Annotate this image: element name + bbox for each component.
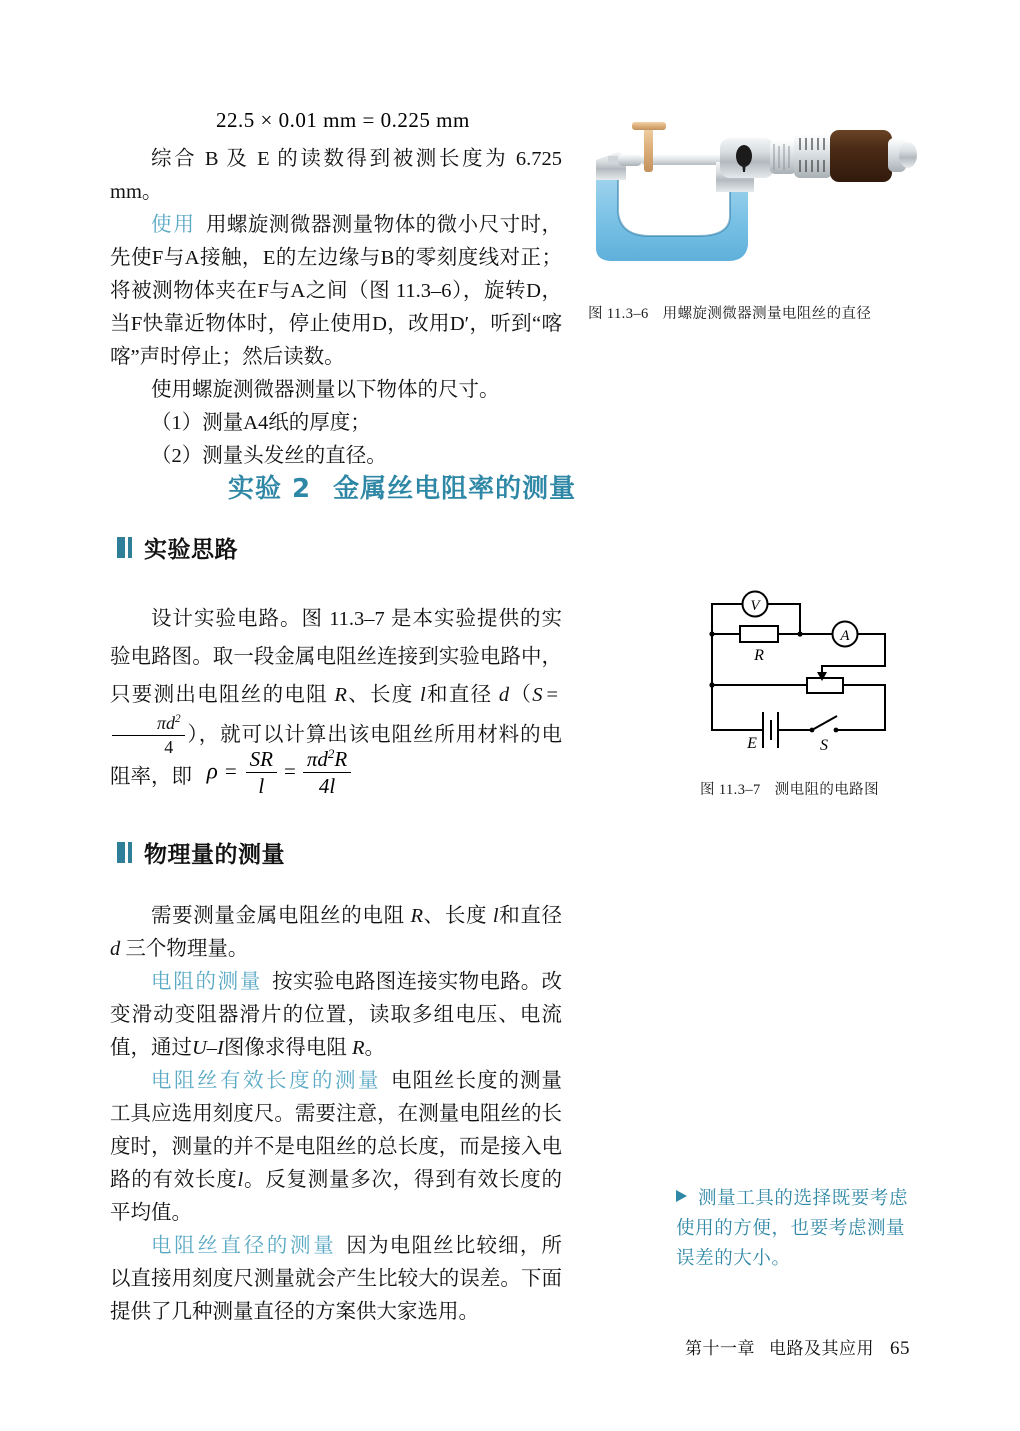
switch-symbol [810,716,839,732]
battery-symbol [763,712,778,748]
top-equation: 22.5 × 0.01 mm = 0.225 mm [216,108,470,132]
experiment-name: 金属丝电阻率的测量 [333,474,577,504]
circuit-node-mid [797,631,802,636]
margin-note-text: 测量工具的选择既要考虑使用的方便，也要考虑测量误差的大小。 [676,1189,909,1269]
circuit-caption-text: 测电阻的电路图 [774,782,879,798]
length-measure-symbol-l: l [237,1169,244,1191]
circuit-diagram [700,582,910,757]
heading-accent-bar-2 [117,842,132,863]
measurement-paragraphs [110,900,562,1329]
rheostat-symbol [807,678,843,693]
idea-equals: = [546,684,558,706]
paragraph-task-2: （2）测量头发丝的直径。 [151,445,387,467]
formula-frac2-denominator: 4l [318,774,336,799]
resistivity-formula [0,748,560,799]
ui-graph-symbol: U–I [192,1037,224,1059]
resistance-measure-label: 电阻的测量 [151,971,263,993]
anvil-tip [618,154,642,166]
experiment-title [228,468,576,505]
ratchet-knob [899,142,917,168]
idea-part-3: 和直径 [425,684,499,706]
paragraph-resistance-measure [110,966,562,1065]
section-heading-label: 实验思路 [144,537,238,563]
circuit-wires [712,604,885,730]
margin-note [676,1184,920,1274]
circuit-node-left-top [709,631,714,636]
lock-handle-top [632,122,666,130]
anvil-face [608,156,618,164]
formula-equals-1: = [224,759,237,784]
idea-part-1: 设计实验电路。图 11.3–7 是本实验提供的实验电路图。取一段金属电阻丝连接到实验电路中，只要测出电阻丝的电阻 [110,608,562,706]
heading-accent-bar [117,537,132,558]
idea-paren-open: （ [509,684,533,706]
micrometer-illustration [578,100,918,290]
voltmeter-label: V [750,598,760,614]
symbol-R: R [334,684,347,706]
diameter-measure-label: 电阻丝直径的测量 [151,1235,337,1257]
micrometer-figure [578,100,918,290]
page-footer [685,1334,910,1360]
symbol-S: S [532,684,543,706]
paragraph-quantities [110,900,562,966]
symbol-l: l [420,684,426,706]
frame-inner-edge [618,180,730,236]
paragraph-summary: 综合 B 及 E 的读数得到被测长度为 6.725 mm。 [110,148,562,203]
micrometer-figure-caption [588,302,871,323]
triangle-bullet-icon [676,1190,687,1202]
circuit-figure-caption [700,778,879,799]
paragraph-task-1: （1）测量A4纸的厚度； [151,412,371,434]
resistance-measure-body-3: 。 [364,1037,386,1059]
formula-frac2-num-exponent: 2 [327,746,335,761]
battery-label: E [747,735,757,752]
inline-frac-num-text: πd [157,713,176,733]
usage-label: 使用 [151,214,196,236]
quantities-symbol-R: R [410,905,424,927]
circuit-node-left-bottom [709,682,714,687]
experiment-label: 实验 2 [228,474,312,504]
diameter-measure-body: 因为电阻丝比较细，所以直接用刻度尺测量就会产生比较大的误差。下面提供了几种测量直径的方案供大家选用。 [110,1235,563,1323]
length-measure-body-1: 电阻丝长度的测量工具应选用刻度尺。需要注意，在测量电阻丝的长度时，测量的并不是电阻丝的总长度，而是接入电路的有效长度 [110,1070,562,1191]
paragraph-task-intro: 使用螺旋测微器测量以下物体的尺寸。 [151,379,500,401]
section-heading-experiment-idea [117,531,238,564]
resistance-measure-body-1: 按实验电路图连接实物电路。改变滑动变阻器滑片的位置，读取多组电压、电流值，通过 [110,971,563,1059]
resistor-label: R [754,647,764,664]
idea-part-2: 、长度 [346,684,421,706]
inline-fraction-numerator [112,713,185,736]
spindle-rod [642,154,728,165]
quantities-symbol-l: l [492,905,499,927]
paragraph-diameter-measure [110,1230,562,1329]
page-number: 65 [890,1338,910,1359]
formula-fraction-1 [246,747,277,798]
formula-frac1-denominator: l [258,774,265,799]
length-measure-label: 电阻丝有效长度的测量 [151,1070,381,1092]
symbol-d: d [498,684,510,706]
circuit-figure [700,582,910,757]
resistor-symbol [740,626,778,642]
quantities-part-4: 三个物理量。 [120,938,249,960]
quantities-part-3: 和直径 [498,905,563,927]
inline-fraction-denominator: 4 [164,736,174,757]
formula-equals-2: = [284,759,296,784]
footer-title: 电路及其应用 [769,1339,874,1359]
thimble-grip [830,130,892,182]
quantities-symbol-d: d [110,938,121,960]
micrometer-caption-text: 用螺旋测微器测量电阻丝的直径 [662,306,872,322]
idea-part-5: ），就可以计算出该电阻丝所用材料的电阻率，即 [110,723,562,789]
resistance-measure-body-2: 图像求得电阻 [223,1037,353,1059]
quantities-part-2: 、长度 [423,905,493,927]
length-measure-body-2: 。反复测量多次，得到有效长度的平均值。 [110,1169,563,1224]
usage-body: 用螺旋测微器测量物体的微小尺寸时，先使F与A接触，E的左边缘与B的零刻度线对正；将被测物体夹在F与A之间（图 11.3–6），旋转D，当F快靠近物体时，停止使用D，改用D′，听到“喀喀”声时停止；然后读数。 [110,214,563,368]
quantities-part-1: 需要测量金属电阻丝的电阻 [151,905,411,927]
ammeter-label: A [840,628,850,644]
section-heading-quantity-measurement [117,836,285,869]
formula-rho: ρ [206,758,218,784]
formula-frac1-numerator: SR [246,747,277,773]
intro-paragraphs [110,143,562,473]
resistance-measure-symbol-R: R [352,1037,365,1059]
section-heading-label-2: 物理量的测量 [144,842,285,868]
lock-handle-stem [644,126,653,172]
formula-frac2-numerator [303,747,351,773]
formula-frac2-num-pid: πd [306,747,328,771]
paragraph-usage [110,209,562,374]
inline-frac-num-exponent: 2 [175,713,181,725]
formula-fraction-2 [303,747,351,798]
formula-frac2-num-R: R [334,747,348,771]
micrometer-caption-number: 图 11.3–6 [588,306,649,322]
circuit-caption-number: 图 11.3–7 [700,782,761,798]
paragraph-length-measure [110,1065,562,1230]
footer-chapter: 第十一章 [685,1339,755,1359]
switch-label: S [820,737,828,754]
